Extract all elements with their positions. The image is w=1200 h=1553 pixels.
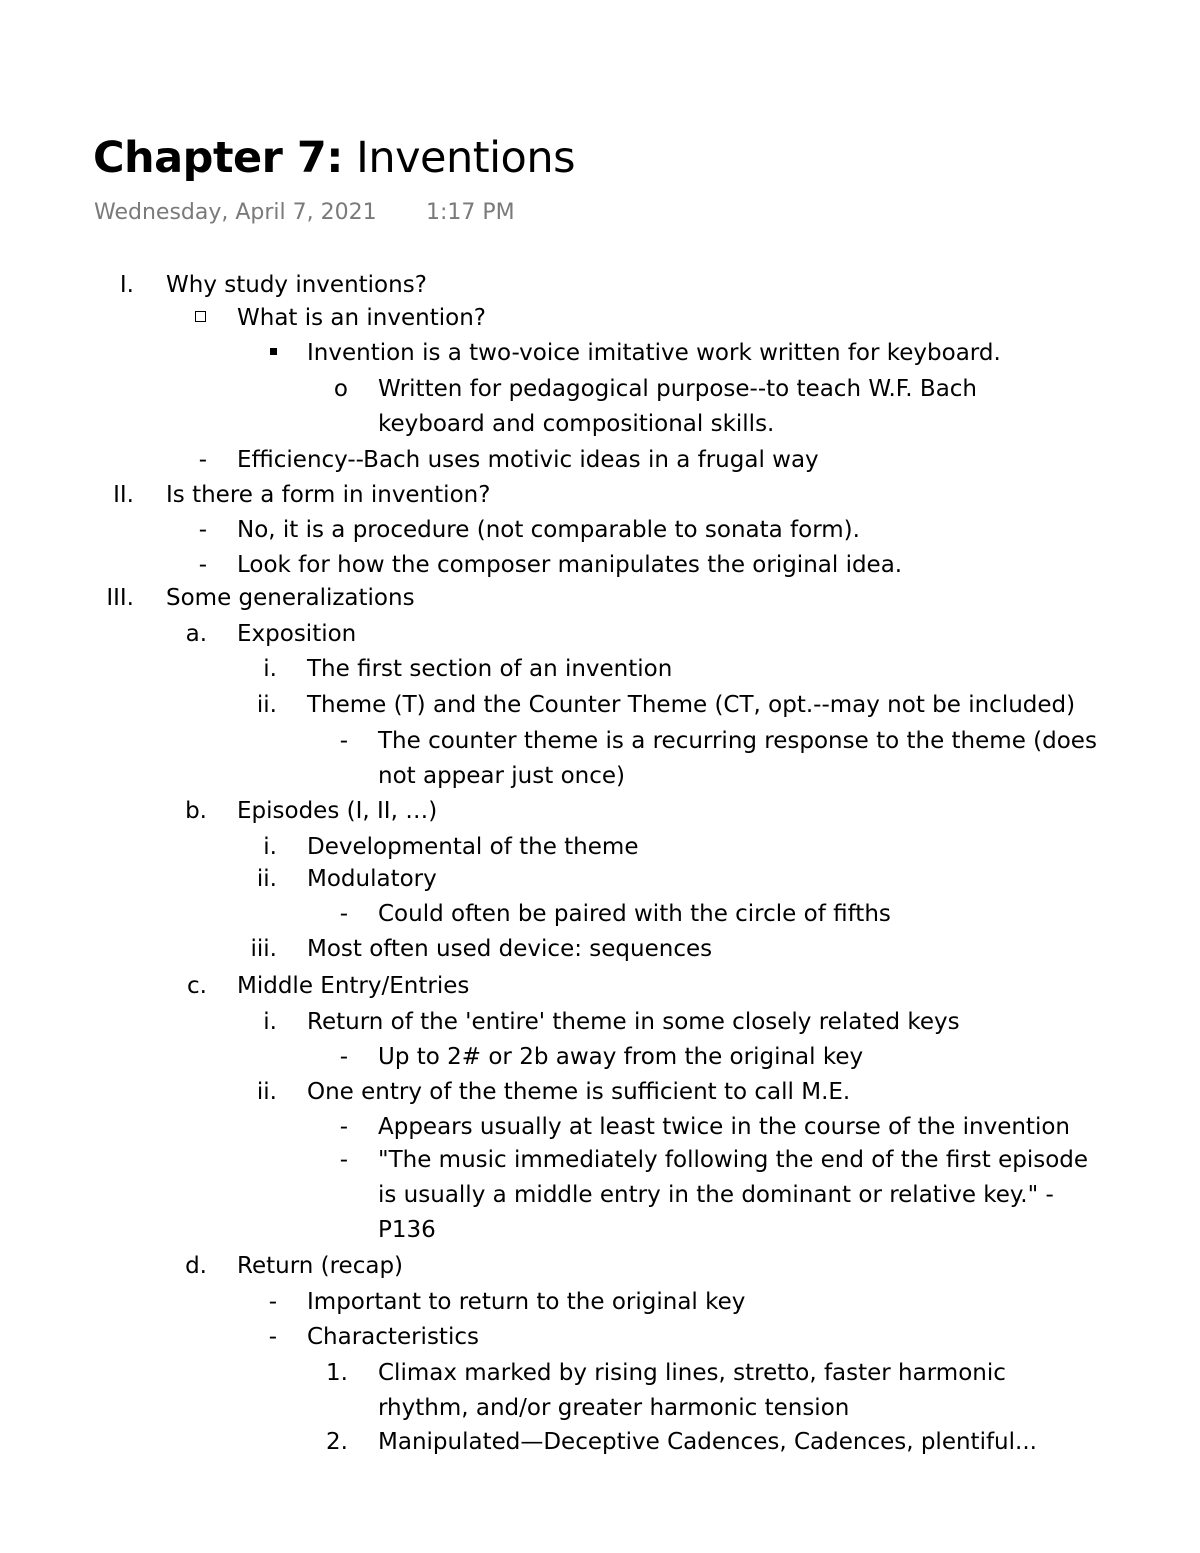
title-chapter: Chapter 7: bbox=[93, 133, 343, 183]
list-marker: - bbox=[198, 552, 207, 578]
outline-text: keyboard and compositional skills. bbox=[378, 411, 775, 437]
outline-text: The first section of an invention bbox=[307, 656, 673, 682]
list-marker: d. bbox=[185, 1253, 207, 1279]
outline-text: Characteristics bbox=[307, 1324, 479, 1350]
list-marker: a. bbox=[185, 621, 207, 647]
outline-text: Up to 2# or 2b away from the original key bbox=[378, 1044, 864, 1070]
outline-text: Return of the 'entire' theme in some closely related keys bbox=[307, 1009, 960, 1035]
outline-text: Episodes (I, II, …) bbox=[237, 798, 438, 824]
list-marker: ii. bbox=[256, 866, 277, 892]
list-marker: i. bbox=[263, 834, 277, 860]
list-marker: ii. bbox=[256, 1079, 277, 1105]
list-marker: III. bbox=[106, 585, 134, 611]
outline-text: Why study inventions? bbox=[166, 272, 427, 298]
list-marker: - bbox=[198, 517, 207, 543]
outline-text: Return (recap) bbox=[237, 1253, 404, 1279]
list-marker: i. bbox=[263, 656, 277, 682]
outline-text: Some generalizations bbox=[166, 585, 415, 611]
list-marker: I. bbox=[119, 272, 134, 298]
note-date: Wednesday, April 7, 2021 bbox=[94, 200, 377, 225]
outline-text: Middle Entry/Entries bbox=[237, 973, 470, 999]
list-marker: i. bbox=[263, 1009, 277, 1035]
list-marker: ii. bbox=[256, 692, 277, 718]
list-marker: - bbox=[339, 901, 348, 927]
list-marker: b. bbox=[185, 798, 207, 824]
outline-text: Invention is a two-voice imitative work written for keyboard. bbox=[307, 340, 1001, 366]
outline-text: Developmental of the theme bbox=[307, 834, 639, 860]
list-marker: 1. bbox=[326, 1360, 348, 1386]
outline-text: Could often be paired with the circle of fifths bbox=[378, 901, 891, 927]
outline-text: rhythm, and/or greater harmonic tension bbox=[378, 1395, 850, 1421]
list-marker: - bbox=[268, 1289, 277, 1315]
checkbox-square-icon bbox=[146, 301, 206, 335]
list-marker: - bbox=[339, 728, 348, 754]
list-marker: - bbox=[198, 447, 207, 473]
outline-text: not appear just once) bbox=[378, 763, 625, 789]
outline-text: Written for pedagogical purpose--to teach W.F. Bach bbox=[378, 376, 978, 402]
outline-text: No, it is a procedure (not comparable to sonata form). bbox=[237, 517, 860, 543]
list-marker: o bbox=[333, 376, 348, 402]
list-marker: c. bbox=[187, 973, 207, 999]
outline-text: Theme (T) and the Counter Theme (CT, opt.--may not be included) bbox=[307, 692, 1076, 718]
outline-text: Manipulated—Deceptive Cadences, Cadences, plentiful... bbox=[378, 1429, 1037, 1455]
outline-text: Look for how the composer manipulates the original idea. bbox=[237, 552, 903, 578]
outline-text: Is there a form in invention? bbox=[166, 482, 491, 508]
list-marker: II. bbox=[113, 482, 134, 508]
outline-text: "The music immediately following the end of the first episode bbox=[378, 1147, 1089, 1173]
outline-text: P136 bbox=[378, 1217, 436, 1243]
outline-text: Exposition bbox=[237, 621, 357, 647]
title-subject: Inventions bbox=[356, 133, 576, 183]
outline-text: Modulatory bbox=[307, 866, 437, 892]
list-marker: iii. bbox=[250, 936, 277, 962]
outline-text: One entry of the theme is sufficient to call M.E. bbox=[307, 1079, 851, 1105]
list-marker: 2. bbox=[326, 1429, 348, 1455]
outline-text: Climax marked by rising lines, stretto, faster harmonic bbox=[378, 1360, 1006, 1386]
outline-text: The counter theme is a recurring response to the theme (does bbox=[378, 728, 1097, 754]
list-marker: - bbox=[339, 1114, 348, 1140]
list-marker: - bbox=[339, 1044, 348, 1070]
square-bullet-icon bbox=[217, 336, 277, 370]
outline-text: Important to return to the original key bbox=[307, 1289, 746, 1315]
outline-text: Most often used device: sequences bbox=[307, 936, 713, 962]
outline-text: Efficiency--Bach uses motivic ideas in a frugal way bbox=[237, 447, 819, 473]
list-marker: - bbox=[339, 1147, 348, 1173]
outline-text: What is an invention? bbox=[237, 305, 486, 331]
outline-text: Appears usually at least twice in the course of the invention bbox=[378, 1114, 1070, 1140]
outline-text: is usually a middle entry in the dominant or relative key." - bbox=[378, 1182, 1054, 1208]
list-marker: - bbox=[268, 1324, 277, 1350]
note-time: 1:17 PM bbox=[426, 200, 515, 225]
